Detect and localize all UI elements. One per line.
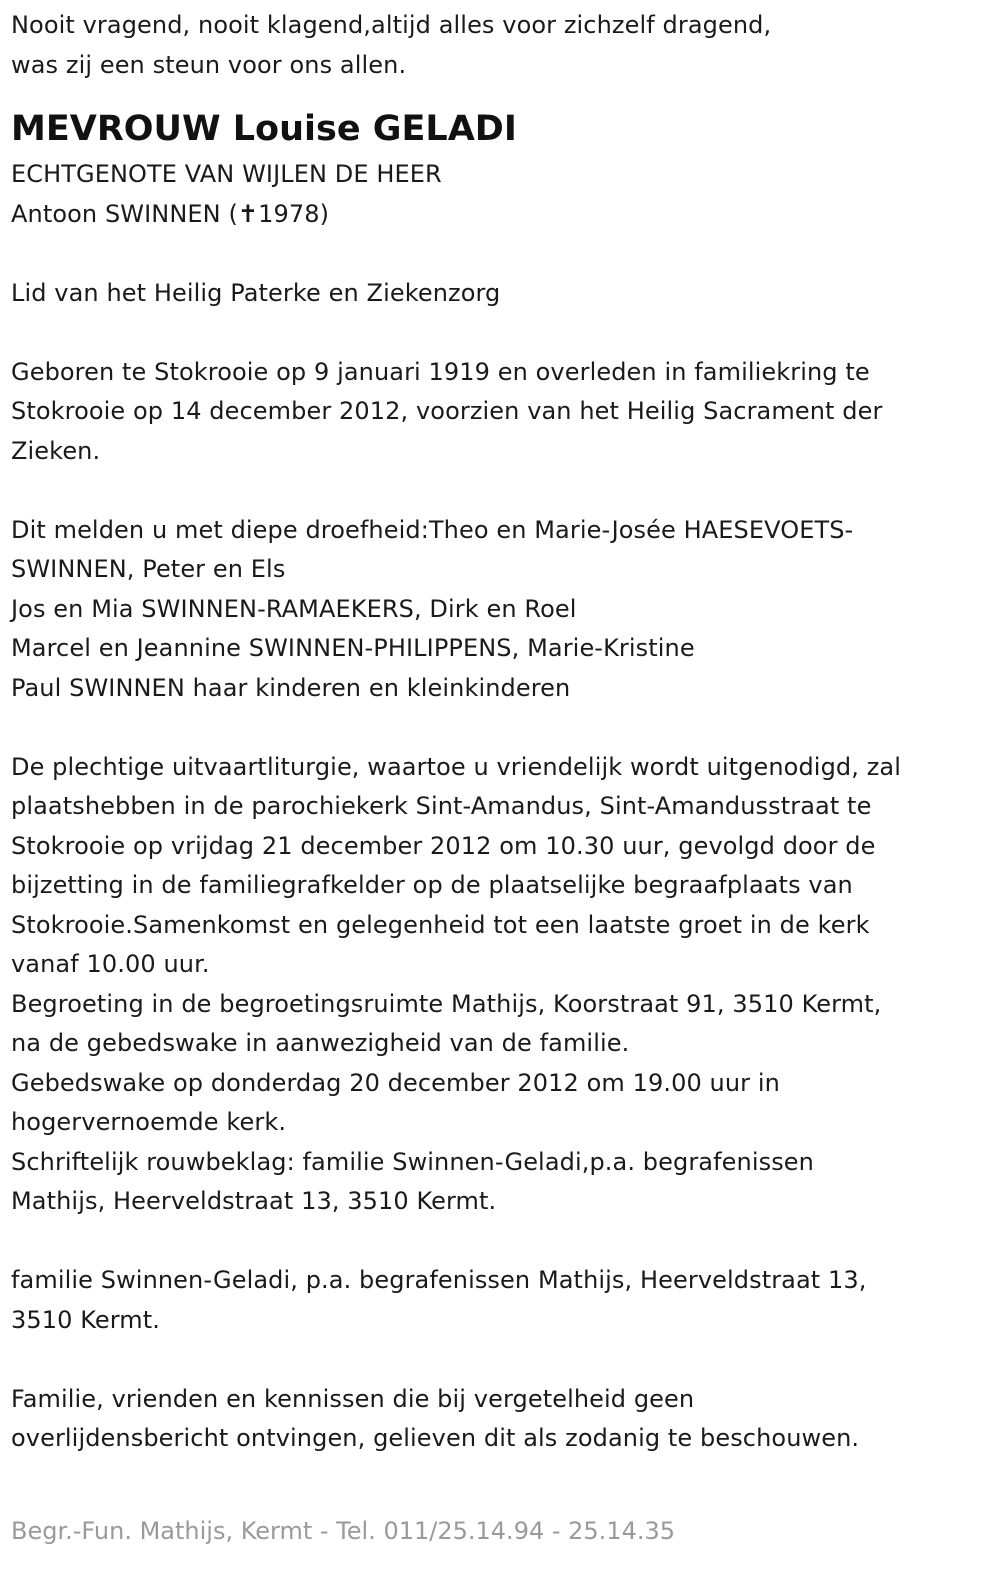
deceased-name: MEVROUW Louise GELADI — [11, 109, 517, 149]
paragraph-line: Mathijs, Heerveldstraat 13, 3510 Kermt. — [11, 1187, 497, 1215]
motto-line: Nooit vragend, nooit klagend,altijd alles voor zichzelf dragend, — [11, 11, 772, 39]
paragraph-line: Stokrooie op vrijdag 21 december 2012 om 10.30 uur, gevolgd door de — [11, 831, 876, 860]
paragraph-line: na de gebedswake in aanwezigheid van de familie. — [11, 1029, 630, 1057]
motto-block — [11, 6, 991, 85]
paragraph-line: plaatshebben in de parochiekerk Sint-Amandus, Sint-Amandusstraat te — [11, 792, 872, 820]
birth-death-paragraph — [11, 353, 991, 472]
paragraph-line: Jos en Mia SWINNEN-RAMAEKERS, Dirk en Roel — [11, 594, 577, 623]
spouse-line: Antoon SWINNEN (✝1978) — [11, 199, 330, 228]
spouse-line: ECHTGENOTE VAN WIJLEN DE HEER — [11, 160, 442, 188]
paragraph-line: familie Swinnen-Geladi, p.a. begrafenissen Mathijs, Heerveldstraat 13, — [11, 1266, 867, 1294]
obituary-document — [11, 6, 991, 1459]
paragraph-line: vanaf 10.00 uur. — [11, 950, 210, 978]
paragraph-line: Paul SWINNEN haar kinderen en kleinkinderen — [11, 673, 571, 702]
family-paragraph — [11, 511, 991, 709]
paragraph-line: Familie, vrienden en kennissen die bij vergetelheid geen — [11, 1384, 695, 1413]
paragraph-line: SWINNEN, Peter en Els — [11, 555, 286, 583]
membership-line: Lid van het Heilig Paterke en Ziekenzorg — [11, 278, 501, 307]
spouse-block — [11, 155, 991, 234]
funeral-paragraph — [11, 748, 991, 1222]
paragraph-line: bijzetting in de familiegrafkelder op de plaatselijke begraafplaats van — [11, 871, 853, 899]
paragraph-line: Gebedswake op donderdag 20 december 2012 om 19.00 uur in — [11, 1068, 780, 1097]
notice-paragraph — [11, 1380, 991, 1459]
paragraph-line: hogervernoemde kerk. — [11, 1108, 287, 1136]
address-paragraph — [11, 1261, 991, 1340]
paragraph-line: Zieken. — [11, 436, 101, 465]
paragraph-line: Marcel en Jeannine SWINNEN-PHILIPPENS, Marie-Kristine — [11, 634, 695, 662]
paragraph-line: Dit melden u met diepe droefheid:Theo en Marie-Josée HAESEVOETS- — [11, 515, 854, 544]
paragraph-line: overlijdensbericht ontvingen, gelieven dit als zodanig te beschouwen. — [11, 1424, 860, 1452]
paragraph-line: Stokrooie op 14 december 2012, voorzien van het Heilig Sacrament der — [11, 397, 883, 425]
motto-line: was zij een steun voor ons allen. — [11, 50, 407, 79]
paragraph-line: De plechtige uitvaartliturgie, waartoe u vriendelijk wordt uitgenodigd, zal — [11, 752, 901, 781]
paragraph-line: Stokrooie.Samenkomst en gelegenheid tot een laatste groet in de kerk — [11, 910, 870, 939]
funeral-home-footer: Begr.-Fun. Mathijs, Kermt - Tel. 011/25.14.94 - 25.14.35 — [11, 1517, 676, 1545]
paragraph-line: Schriftelijk rouwbeklag: familie Swinnen-Geladi,p.a. begrafenissen — [11, 1147, 814, 1176]
paragraph-line: 3510 Kermt. — [11, 1305, 160, 1334]
paragraph-line: Begroeting in de begroetingsruimte Mathijs, Koorstraat 91, 3510 Kermt, — [11, 989, 882, 1018]
paragraph-line: Geboren te Stokrooie op 9 januari 1919 en overleden in familiekring te — [11, 357, 870, 386]
